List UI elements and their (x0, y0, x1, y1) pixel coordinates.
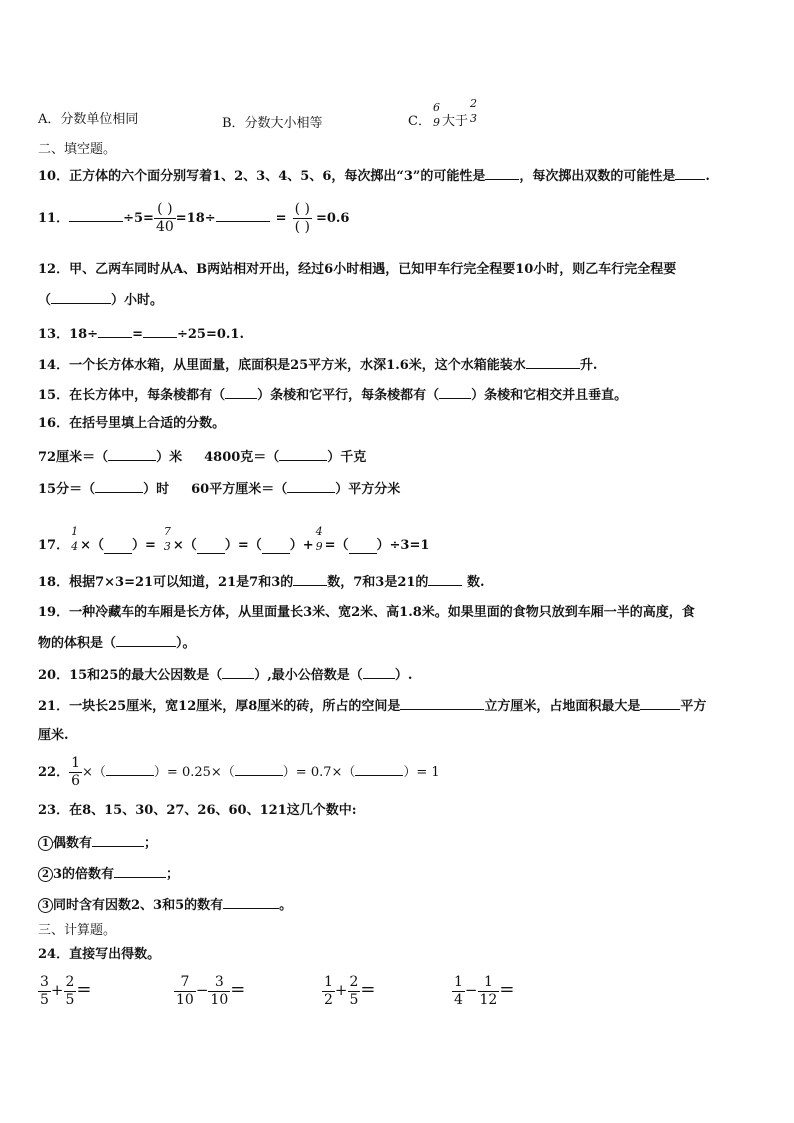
answer-blank[interactable] (92, 834, 144, 847)
question-15: 15．在长方体中，每条棱都有（ ）条棱和它平行，每条棱都有（ ）条棱和它相交并且垂直。 (38, 388, 628, 403)
circled-number-icon: 1 (38, 836, 53, 851)
question-23-title: 23．在8、15、30、27、26、60、121这几个数中: (38, 803, 357, 818)
denominator-blank[interactable]: ( ) (294, 219, 310, 235)
q9-option-a-text: A．分数单位相同 (38, 112, 139, 127)
fraction-blank-40: $\frac{( )}{40}$ (155, 201, 174, 235)
question-12-line-1: 12．甲、乙两车同时从A、B两站相对开出，经过6小时相遇，已知甲车行完全程要10小时，则乙车行完全程要 (38, 262, 677, 277)
answer-blank[interactable] (363, 666, 395, 679)
question-20: 20．15和25的最大公因数是（ ）,最小公倍数是（ ）. (38, 668, 413, 683)
fraction-7-3: 7 3 (163, 525, 171, 553)
answer-blank[interactable] (108, 448, 156, 461)
q9-option-a (38, 112, 138, 128)
fraction-blank-blank (293, 201, 312, 236)
question-17: 17． 1 4 ×（ ）= 7 3 ×（ ）=（ ）+ 4 9 =（ ）÷3=1 (38, 525, 430, 553)
question-23-item-1: 1 偶数有 ； (38, 834, 157, 852)
fraction-1-6: $\frac{1}{6}$ (71, 755, 81, 789)
answer-blank[interactable] (279, 448, 327, 461)
answer-blank[interactable] (95, 480, 143, 493)
circled-number-icon: 3 (38, 898, 53, 913)
q9-option-c (408, 90, 479, 130)
answer-blank[interactable] (293, 573, 327, 586)
answer-blank[interactable] (51, 291, 111, 304)
question-21-line-1: 21．一块长25厘米，宽12厘米，厚8厘米的砖，所占的空间是 立方厘米，占地面积最大是 平方 (38, 699, 707, 714)
question-16-row-2: 15分＝（ ）时 60平方厘米＝（ ）平方分米 (38, 482, 401, 497)
fraction: $\frac{2}{5}$ (65, 973, 75, 1008)
question-16-title: 16．在括号里填上合适的分数。 (38, 416, 226, 431)
question-13: 13．18÷ = ÷25=0.1. (38, 327, 245, 342)
question-19-line-2: 物的体积是（ ）。 (38, 636, 196, 651)
fraction-6-9: 6 9 (432, 101, 440, 129)
fraction: $\frac{3}{5}$ (40, 973, 49, 1008)
q9-option-b (222, 112, 323, 131)
answer-blank[interactable] (640, 697, 680, 710)
question-10: 10．正方体的六个面分别写着1、2、3、4、5、6，每次掷出“3”的可能性是 ，每次掷出双数的可能性是 . (38, 169, 710, 184)
question-23-item-2: 2 3的倍数有 ； (38, 865, 179, 883)
answer-blank[interactable] (526, 356, 580, 369)
expression-3: $\frac{1}{2}$ + $\frac{2}{5}$ = (324, 973, 376, 1008)
fraction: $\frac{3}{10}$ (210, 973, 229, 1008)
answer-blank[interactable] (439, 386, 471, 399)
answer-blank[interactable] (116, 634, 176, 647)
question-19-line-1: 19．一种冷藏车的车厢是长方体，从里面量长3米、宽2米、高1.8米。如果里面的食物只放到车厢一半的高度，食 (38, 605, 695, 620)
expression-2: $\frac{7}{10}$ − $\frac{3}{10}$ = (176, 973, 246, 1008)
q9-option-b-text: B．分数大小相等 (222, 116, 323, 131)
fraction: $\frac{1}{2}$ (324, 973, 333, 1008)
question-22: 22． $\frac{1}{6}$ ×（ ）= 0.25×（ ）= 0.7×（ ）= 1 (38, 755, 440, 789)
fraction-1-4: 1 4 (71, 525, 79, 553)
answer-blank[interactable] (428, 573, 462, 586)
question-21-line-2: 厘米. (38, 728, 69, 743)
answer-blank[interactable] (143, 325, 177, 338)
fraction: $\frac{1}{4}$ (454, 973, 463, 1008)
section-3-heading: 三、计算题。 (38, 923, 117, 938)
answer-blank[interactable] (106, 763, 154, 776)
q9-option-c-label: C． (408, 114, 431, 129)
question-14: 14．一个长方体水箱，从里面量，底面积是25平方米，水深1.6米，这个水箱能装水 升. (38, 358, 598, 373)
answer-blank[interactable] (485, 167, 519, 180)
fraction-2-3: 2 3 (469, 97, 477, 125)
answer-blank[interactable] (69, 209, 123, 222)
answer-blank[interactable] (216, 209, 270, 222)
question-12-line-2: （ ）小时。 (38, 293, 164, 308)
question-18: 18．根据7×3=21可以知道，21是7和3的 数，7和3是21的 数. (38, 575, 485, 590)
numerator-blank[interactable]: ( ) (154, 201, 176, 219)
fraction-4-9: 4 9 (315, 525, 323, 553)
fraction: $\frac{1}{12}$ (479, 973, 498, 1008)
answer-blank[interactable] (104, 541, 132, 554)
expression-4: $\frac{1}{4}$ − $\frac{1}{12}$ = (454, 973, 515, 1008)
numerator-blank[interactable]: ( ) (294, 201, 310, 217)
answer-blank[interactable] (114, 865, 166, 878)
question-23-item-3: 3 同时含有因数2、3和5的数有 。 (38, 896, 292, 914)
question-11: 11． ÷5= $\frac{( )}{40}$ =18÷ = $\frac{( )}{( )}$ =0.6 (38, 201, 350, 235)
answer-blank[interactable] (98, 325, 132, 338)
answer-blank[interactable] (223, 896, 279, 909)
q9-option-c-mid: 大于 (441, 114, 468, 129)
question-16-row-1: 72厘米＝（ ）米 4800克＝（ ）千克 (38, 450, 367, 465)
answer-blank[interactable] (197, 541, 225, 554)
circled-number-icon: 2 (38, 867, 53, 882)
answer-blank[interactable] (287, 480, 335, 493)
answer-blank[interactable] (235, 763, 283, 776)
section-2-heading: 二、填空题。 (38, 142, 117, 157)
answer-blank[interactable] (262, 541, 290, 554)
answer-blank[interactable] (675, 167, 705, 180)
answer-blank[interactable] (400, 697, 484, 710)
answer-blank[interactable] (222, 666, 254, 679)
fraction: $\frac{7}{10}$ (176, 973, 194, 1008)
question-24-title: 24．直接写出得数。 (38, 947, 161, 962)
answer-blank[interactable] (349, 541, 377, 554)
fraction: $\frac{2}{5}$ (349, 973, 359, 1008)
expression-1: $\frac{3}{5}$ + $\frac{2}{5}$ = (40, 973, 92, 1008)
answer-blank[interactable] (355, 763, 403, 776)
answer-blank[interactable] (225, 386, 257, 399)
